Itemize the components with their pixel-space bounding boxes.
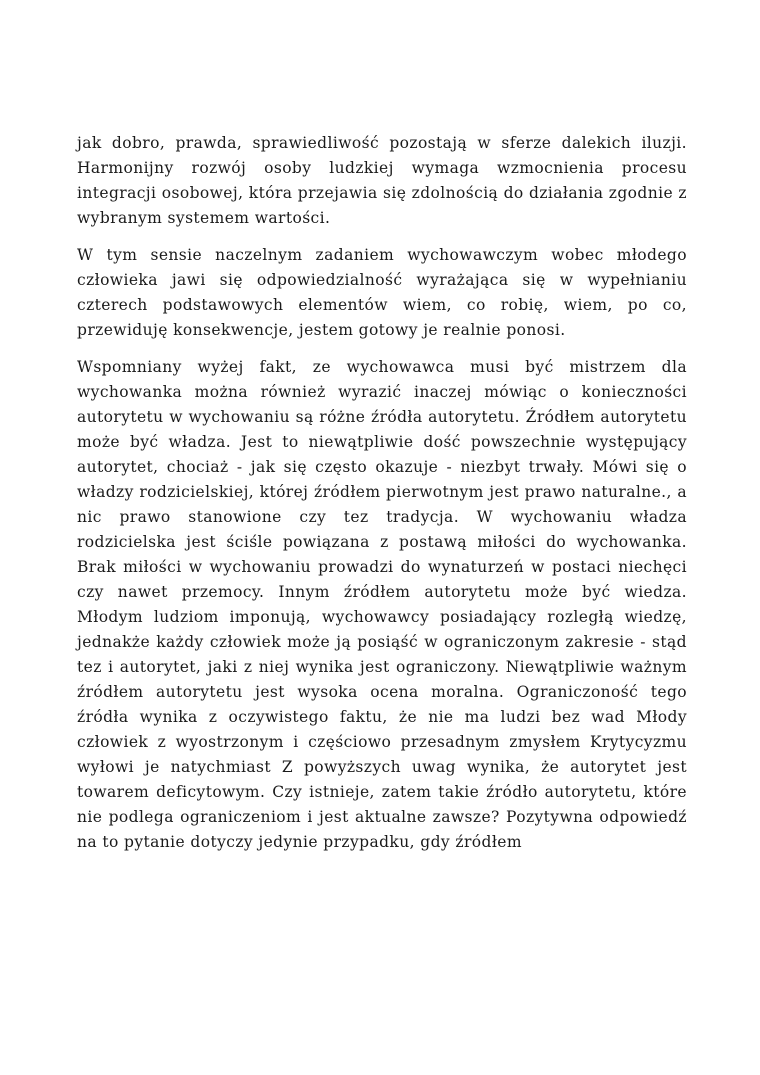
paragraph-1: jak dobro, prawda, sprawiedliwość pozostają w sferze dalekich iluzji. Harmonijny rozwój osoby ludzkiej wymaga wzmocnienia procesu integracji osobowej, która przejawia się zdolnością do działania zgodnie z wybranym systemem wartości.: [77, 134, 687, 227]
document-page: [77, 131, 687, 867]
paragraph-2: W tym sensie naczelnym zadaniem wychowawczym wobec młodego człowieka jawi się odpowiedzialność wyrażająca się w wypełnianiu czterech podstawowych elementów wiem, co robię, wiem, po co, przewiduję konsekwencje, jestem gotowy je realnie ponosi.: [77, 246, 687, 339]
paragraph-3: Wspomniany wyżej fakt, ze wychowawca musi być mistrzem dla wychowanka można również wyrazić inaczej mówiąc o konieczności autorytetu w wychowaniu są różne źródła autorytetu. Źródłem autorytetu może być władza. Jest to niewątpliwie dość powszechnie występujący autorytet, chociaż - jak się często okazuje - niezbyt trwały. Mówi się o władzy rodzicielskiej, której źródłem pierwotnym jest prawo naturalne., a nic prawo stanowione czy tez tradycja. W wychowaniu władza rodzicielska jest ściśle powiązana z postawą miłości do wychowanka. Brak miłości w wychowaniu prowadzi do wynaturzeń w postaci niechęci czy nawet przemocy. Innym źródłem autorytetu może być wiedza. Młodym ludziom imponują, wychowawcy posiadający rozległą wiedzę, jednakże każdy człowiek może ją posiąść w ograniczonym zakresie - stąd tez i autorytet, jaki z niej wynika jest ograniczony. Niewątpliwie ważnym źródłem autorytetu jest wysoka ocena moralna. Ograniczoność tego źródła wynika z oczywistego faktu, że nie ma ludzi bez wad Młody człowiek z wyostrzonym i częściowo przesadnym zmysłem Krytycyzmu wyłowi je natychmiast Z powyższych uwag wynika, że autorytet jest towarem deficytowym. Czy istnieje, zatem takie źródło autorytetu, które nie podlega ograniczeniom i jest aktualne zawsze? Pozytywna odpowiedź na to pytanie dotyczy jedynie przypadku, gdy źródłem: [77, 358, 687, 851]
